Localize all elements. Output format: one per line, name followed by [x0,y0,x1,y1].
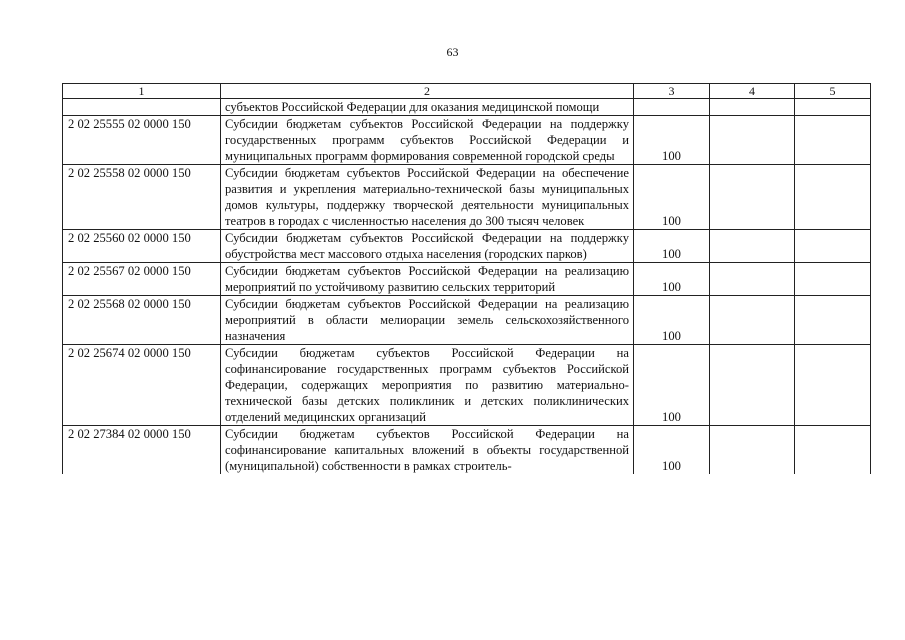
description-cell: Субсидии бюджетам субъектов Российской Федерации на обеспечение развития и укрепления материально-технической базы муниципальных домов культуры, поддержку творческой деятельности муниципальных театров в городах с численностью населения до 300 тысяч человек [221,165,634,230]
description-cell: Субсидии бюджетам субъектов Российской Федерации на софинансирование капитальных вложений в объекты государственной (муниципальной) собственности в рамках строитель- [221,426,634,475]
code-cell [63,99,221,116]
table-row [63,345,871,426]
value-cell-3: 100 [634,296,710,345]
description-cell: Субсидии бюджетам субъектов Российской Федерации на поддержку обустройства мест массового отдыха населения (городских парков) [221,230,634,263]
value-cell-3: 100 [634,165,710,230]
value-cell-4 [710,165,795,230]
value-cell-4 [710,263,795,296]
description-cell: субъектов Российской Федерации для оказания медицинской помощи [221,99,634,116]
value-cell-5 [795,165,871,230]
value-cell-5 [795,426,871,475]
value-cell-4 [710,230,795,263]
code-cell: 2 02 25560 02 0000 150 [63,230,221,263]
value-cell-4 [710,99,795,116]
value-cell-3: 100 [634,230,710,263]
page-number: 63 [446,45,459,59]
value-cell-4 [710,296,795,345]
value-cell-5 [795,263,871,296]
table-row [63,426,871,475]
value-cell-4 [710,345,795,426]
table-row [63,230,871,263]
description-cell: Субсидии бюджетам субъектов Российской Федерации на реализацию мероприятий по устойчивому развитию сельских территорий [221,263,634,296]
header-col-4: 4 [710,84,795,99]
code-cell: 2 02 25674 02 0000 150 [63,345,221,426]
description-cell: Субсидии бюджетам субъектов Российской Федерации на софинансирование государственных программ субъектов Российской Федерации, содержащих мероприятия по развитию материально-технической базы детских поликлиник и детских поликлинических отделений медицинских организаций [221,345,634,426]
value-cell-3 [634,99,710,116]
header-col-3: 3 [634,84,710,99]
code-cell: 2 02 25567 02 0000 150 [63,263,221,296]
code-cell: 2 02 25568 02 0000 150 [63,296,221,345]
value-cell-3: 100 [634,263,710,296]
header-col-2: 2 [221,84,634,99]
value-cell-5 [795,116,871,165]
code-cell: 2 02 25555 02 0000 150 [63,116,221,165]
table-row [63,165,871,230]
value-cell-5 [795,296,871,345]
value-cell-5 [795,345,871,426]
header-col-5: 5 [795,84,871,99]
header-col-1: 1 [63,84,221,99]
budget-classification-table [62,83,871,474]
description-cell: Субсидии бюджетам субъектов Российской Федерации на реализацию мероприятий в области мелиорации земель сельскохозяйственного назначения [221,296,634,345]
table-row [63,99,871,116]
code-cell: 2 02 27384 02 0000 150 [63,426,221,475]
value-cell-4 [710,116,795,165]
table-row [63,296,871,345]
value-cell-3: 100 [634,426,710,475]
value-cell-3: 100 [634,345,710,426]
value-cell-5 [795,230,871,263]
value-cell-5 [795,99,871,116]
value-cell-4 [710,426,795,475]
header-row [63,84,871,99]
table-row [63,116,871,165]
value-cell-3: 100 [634,116,710,165]
description-cell: Субсидии бюджетам субъектов Российской Федерации на поддержку государственных программ субъектов Российской Федерации и муниципальных программ формирования современной городской среды [221,116,634,165]
code-cell: 2 02 25558 02 0000 150 [63,165,221,230]
table-row [63,263,871,296]
